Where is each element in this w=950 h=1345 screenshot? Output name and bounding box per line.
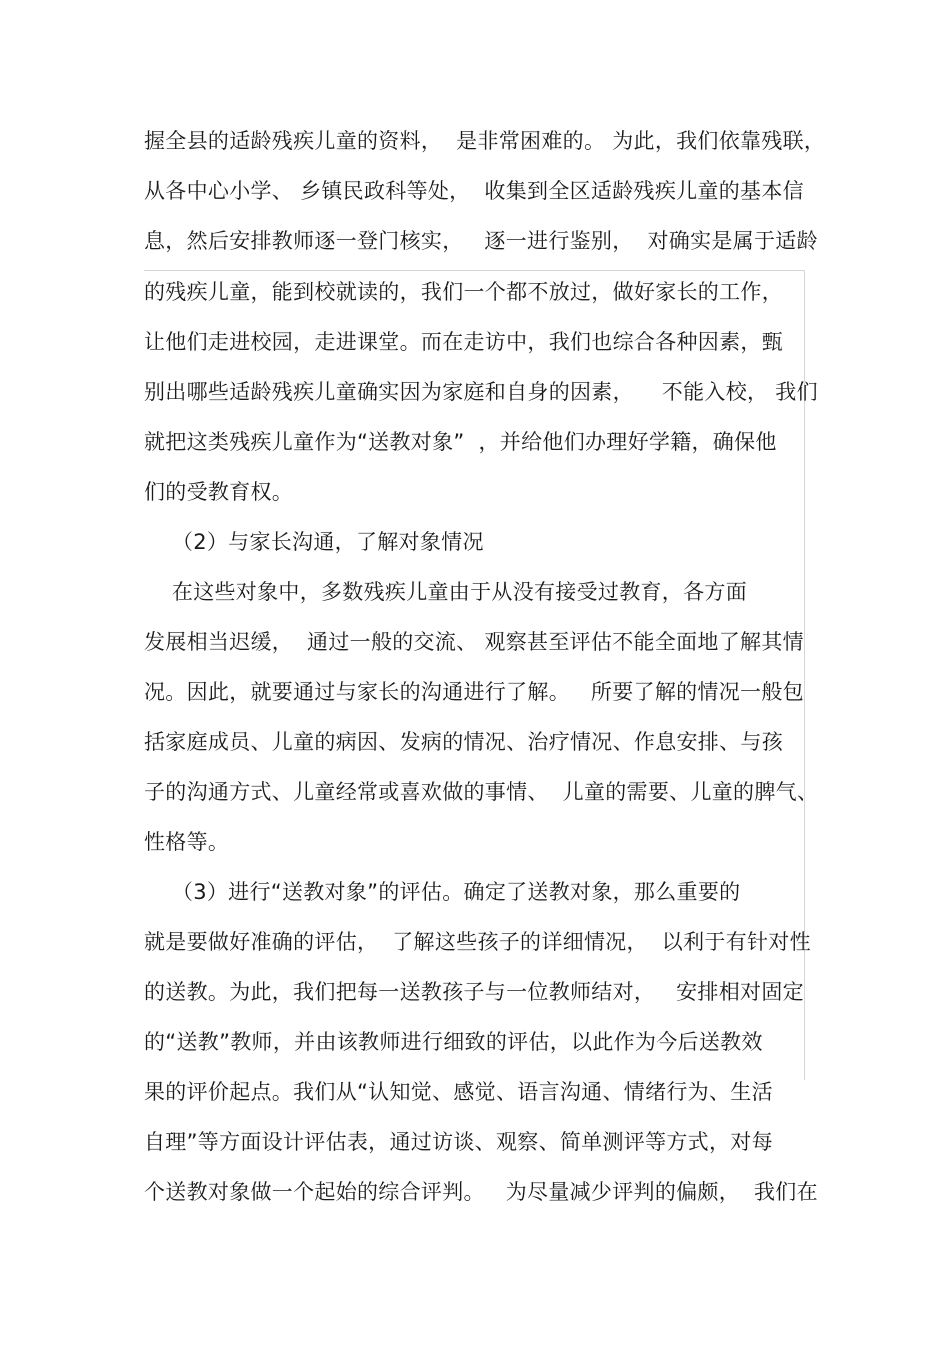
text-line: 子的沟通方式、儿童经常或喜欢做的事情、 儿童的需要、儿童的脾气、 [144, 780, 819, 804]
text-line: 就是要做好准确的评估， 了解这些孩子的详细情况， 以利于有针对性 [144, 930, 811, 954]
frame-top-border [144, 270, 805, 271]
text-line: 括家庭成员、儿童的病因、发病的情况、治疗情况、作息安排、与孩 [144, 730, 783, 754]
text-line: 从各中心小学、 乡镇民政科等处， 收集到全区适龄残疾儿童的基本信 [144, 179, 804, 203]
text-line: 果的评价起点。我们从“认知觉、感觉、语言沟通、情绪行为、生活 [144, 1080, 773, 1104]
text-line: 让他们走进校园，走进课堂。而在走访中，我们也综合各种因素，甄 [144, 330, 783, 354]
text-line: 握全县的适龄残疾儿童的资料， 是非常困难的。 为此，我们依靠残联， [144, 129, 826, 153]
section-heading: （2）与家长沟通，了解对象情况 [144, 530, 484, 554]
text-line: 性格等。 [144, 830, 230, 854]
text-line: 们的受教育权。 [144, 480, 294, 504]
text-line: 在这些对象中，多数残疾儿童由于从没有接受过教育，各方面 [144, 580, 747, 604]
text-line: 个送教对象做一个起始的综合评判。 为尽量减少评判的偏颇， 我们在 [144, 1180, 818, 1204]
text-line: 自理”等方面设计评估表，通过访谈、观察、简单测评等方式，对每 [144, 1130, 773, 1154]
text-line: 发展相当迟缓， 通过一般的交流、 观察甚至评估不能全面地了解其情 [144, 630, 804, 654]
text-line: 况。因此，就要通过与家长的沟通进行了解。 所要了解的情况一般包 [144, 680, 804, 704]
text-line: 的残疾儿童，能到校就读的，我们一个都不放过，做好家长的工作， [144, 280, 783, 304]
text-line: 的“送教”教师，并由该教师进行细致的评估，以此作为今后送教效 [144, 1030, 763, 1054]
text-line: 息，然后安排教师逐一登门核实， 逐一进行鉴别， 对确实是属于适龄 [144, 229, 818, 253]
text-line: 的送教。为此，我们把每一送教孩子与一位教师结对， 安排相对固定 [144, 980, 804, 1004]
text-line: 就把这类残疾儿童作为“送教对象” ，并给他们办理好学籍，确保他 [144, 430, 777, 454]
text-line: 别出哪些适龄残疾儿童确实因为家庭和自身的因素， 不能入校， 我们 [144, 380, 818, 404]
section-heading: （3）进行“送教对象”的评估。确定了送教对象，那么重要的 [144, 880, 741, 904]
